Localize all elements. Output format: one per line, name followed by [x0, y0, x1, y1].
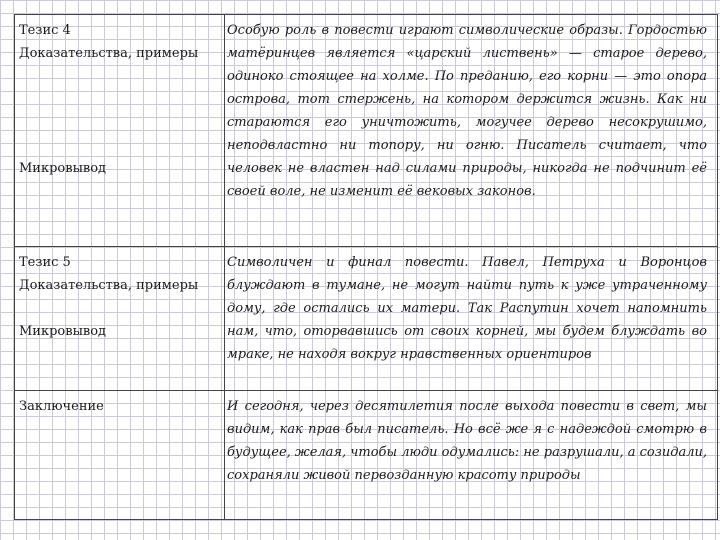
- row-text: Символичен и финал повести. Павел, Петруха и Воронцов блуждают в тумане, не могут найти путь к уже утраченному дому, где остались их матери. Так Распутин хочет напомнить нам, что, оторвавшись от своих корней, мы будем блуждать во мраке, не находя вокруг нравственных ориентиров: [227, 255, 707, 362]
- row-labels: [15, 391, 225, 519]
- evidence-label: Доказательства, примеры: [19, 46, 199, 61]
- row-text: И сегодня, через десятилетия после выхода повести в свет, мы видим, как прав был писатель. Но всё же я с надеждой смотрю в будущее, желая, чтобы люди одумались: не разрушали, а созидали, сохраняли живой первозданную красоту природы: [227, 399, 707, 483]
- row-labels: [15, 247, 225, 390]
- table-row-conclusion: [15, 391, 717, 519]
- thesis-label: Тезис 5: [19, 255, 71, 270]
- thesis-label: Тезис 4: [19, 23, 71, 38]
- essay-table: [14, 14, 718, 520]
- row-labels: [15, 15, 225, 246]
- evidence-label: Доказательства, примеры: [19, 278, 199, 293]
- micro-conclusion-label: Микровывод: [19, 161, 107, 176]
- row-text: Особую роль в повести играют символические образы. Гордостью матёринцев является «царский листвень» — старое дерево, одиноко стоящее на холме. По преданию, его корни — это опора острова, тот стержень, на котором держится жизнь. Как ни стараются его уничтожить, могучее дерево несокрушимо, неподвластно ни топору, ни огню. Писатель считает, что человек не властен над силами природы, никогда не подчинит её своей воле, не изменит её вековых законов.: [227, 23, 707, 199]
- table-row-thesis-4: [15, 15, 717, 247]
- micro-conclusion-label: Микровывод: [19, 324, 107, 339]
- conclusion-label: Заключение: [19, 399, 104, 414]
- table-row-thesis-5: [15, 247, 717, 391]
